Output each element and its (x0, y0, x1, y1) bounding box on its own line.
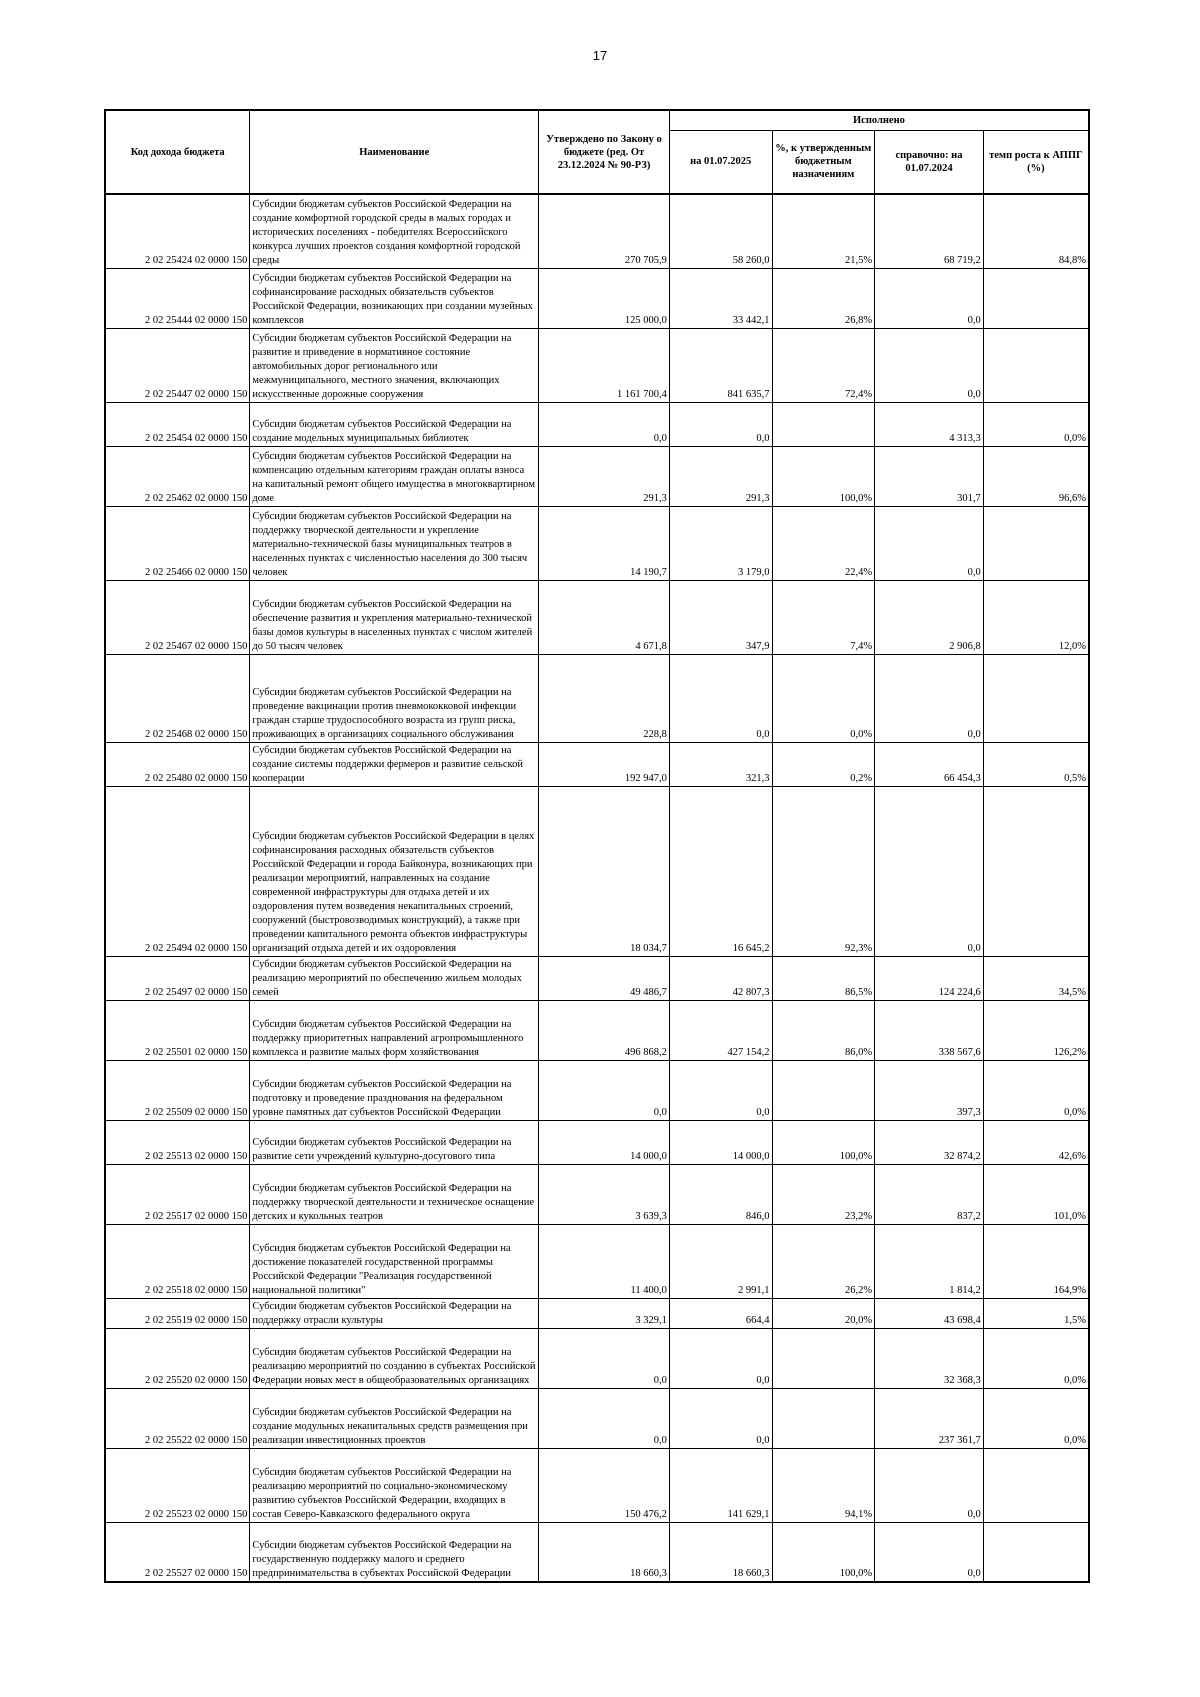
row-code: 2 02 25454 02 0000 150 (105, 402, 250, 446)
header-growth: темп роста к АППГ (%) (983, 130, 1089, 194)
row-executed: 664,4 (669, 1298, 772, 1328)
row-name: Субсидии бюджетам субъектов Российской Федерации на подготовку и проведение празднования на федеральном уровне памятных дат субъектов Российской Федерации (250, 1060, 539, 1120)
row-name: Субсидии бюджетам субъектов Российской Федерации на поддержку творческой деятельности и техническое оснащение детских и кукольных театров (250, 1164, 539, 1224)
row-code: 2 02 25520 02 0000 150 (105, 1328, 250, 1388)
table-row (105, 1224, 1089, 1298)
row-executed: 427 154,2 (669, 1000, 772, 1060)
row-executed: 0,0 (669, 654, 772, 742)
row-growth: 84,8% (983, 194, 1089, 268)
row-reference: 2 906,8 (875, 580, 984, 654)
header-code: Код дохода бюджета (105, 110, 250, 194)
row-reference: 301,7 (875, 446, 984, 506)
header-executed: Исполнено (669, 110, 1089, 130)
row-percent: 0,0% (772, 654, 875, 742)
row-reference: 237 361,7 (875, 1388, 984, 1448)
row-code: 2 02 25509 02 0000 150 (105, 1060, 250, 1120)
row-percent: 20,0% (772, 1298, 875, 1328)
row-percent: 7,4% (772, 580, 875, 654)
row-percent: 100,0% (772, 1120, 875, 1164)
row-approved: 0,0 (539, 1388, 670, 1448)
row-executed: 3 179,0 (669, 506, 772, 580)
row-growth: 42,6% (983, 1120, 1089, 1164)
row-code: 2 02 25424 02 0000 150 (105, 194, 250, 268)
row-reference: 397,3 (875, 1060, 984, 1120)
row-name: Субсидии бюджетам субъектов Российской Федерации на реализацию мероприятий по социально-экономическому развитию субъектов Российской Федерации, входящих в состав Северо-Кавказского федерального округа (250, 1448, 539, 1522)
row-name: Субсидии бюджетам субъектов Российской Федерации на реализацию мероприятий по созданию в субъектах Российской Федерации новых мест в общеобразовательных организациях (250, 1328, 539, 1388)
row-growth (983, 786, 1089, 956)
row-code: 2 02 25523 02 0000 150 (105, 1448, 250, 1522)
page-number: 17 (592, 48, 608, 63)
row-reference: 0,0 (875, 1522, 984, 1582)
row-reference: 32 874,2 (875, 1120, 984, 1164)
row-name: Субсидии бюджетам субъектов Российской Федерации на компенсацию отдельным категориям граждан оплаты взноса на капитальный ремонт общего имущества в многоквартирном доме (250, 446, 539, 506)
header-approved: Утверждено по Закону о бюджете (ред. От 23.12.2024 № 90-РЗ) (539, 110, 670, 194)
row-executed: 33 442,1 (669, 268, 772, 328)
row-approved: 291,3 (539, 446, 670, 506)
row-approved: 192 947,0 (539, 742, 670, 786)
row-percent: 86,5% (772, 956, 875, 1000)
row-approved: 18 034,7 (539, 786, 670, 956)
row-reference: 837,2 (875, 1164, 984, 1224)
row-name: Субсидии бюджетам субъектов Российской Федерации на развитие и приведение в нормативное состояние автомобильных дорог регионального или межмуниципального, местного значения, включающих искусственные дорожные сооружения (250, 328, 539, 402)
row-executed: 846,0 (669, 1164, 772, 1224)
row-growth (983, 1448, 1089, 1522)
table-row (105, 1522, 1089, 1582)
table-row (105, 1120, 1089, 1164)
row-approved: 1 161 700,4 (539, 328, 670, 402)
row-percent: 21,5% (772, 194, 875, 268)
row-growth: 0,5% (983, 742, 1089, 786)
row-approved: 11 400,0 (539, 1224, 670, 1298)
row-growth: 0,0% (983, 1328, 1089, 1388)
row-executed: 0,0 (669, 1060, 772, 1120)
row-reference: 338 567,6 (875, 1000, 984, 1060)
row-percent: 72,4% (772, 328, 875, 402)
table-row (105, 1448, 1089, 1522)
row-code: 2 02 25497 02 0000 150 (105, 956, 250, 1000)
row-percent: 92,3% (772, 786, 875, 956)
row-percent (772, 1328, 875, 1388)
header-name: Наименование (250, 110, 539, 194)
table-row (105, 506, 1089, 580)
row-percent (772, 402, 875, 446)
row-growth: 101,0% (983, 1164, 1089, 1224)
row-code: 2 02 25519 02 0000 150 (105, 1298, 250, 1328)
header-on-date: на 01.07.2025 (669, 130, 772, 194)
row-growth: 164,9% (983, 1224, 1089, 1298)
table-row (105, 194, 1089, 268)
row-executed: 841 635,7 (669, 328, 772, 402)
row-percent: 26,2% (772, 1224, 875, 1298)
row-name: Субсидии бюджетам субъектов Российской Федерации на софинансирование расходных обязательств субъектов Российской Федерации, возникающих при создании музейных комплексов (250, 268, 539, 328)
row-growth (983, 506, 1089, 580)
row-executed: 0,0 (669, 1388, 772, 1448)
row-reference: 66 454,3 (875, 742, 984, 786)
table-row (105, 742, 1089, 786)
row-percent: 100,0% (772, 1522, 875, 1582)
table-row (105, 268, 1089, 328)
row-reference: 1 814,2 (875, 1224, 984, 1298)
row-percent (772, 1388, 875, 1448)
row-code: 2 02 25494 02 0000 150 (105, 786, 250, 956)
row-growth: 0,0% (983, 1388, 1089, 1448)
row-code: 2 02 25513 02 0000 150 (105, 1120, 250, 1164)
row-percent: 23,2% (772, 1164, 875, 1224)
row-reference: 124 224,6 (875, 956, 984, 1000)
row-reference: 68 719,2 (875, 194, 984, 268)
row-growth: 0,0% (983, 402, 1089, 446)
row-name: Субсидии бюджетам субъектов Российской Федерации на создание модельных муниципальных библиотек (250, 402, 539, 446)
row-name: Субсидии бюджетам субъектов Российской Федерации на поддержку творческой деятельности и укрепление материально-технической базы муниципальных театров в населенных пунктах с численностью населения до 300 тысяч человек (250, 506, 539, 580)
table-row (105, 328, 1089, 402)
row-percent: 22,4% (772, 506, 875, 580)
row-growth: 0,0% (983, 1060, 1089, 1120)
row-code: 2 02 25501 02 0000 150 (105, 1000, 250, 1060)
row-approved: 270 705,9 (539, 194, 670, 268)
row-reference: 0,0 (875, 654, 984, 742)
row-reference: 0,0 (875, 1448, 984, 1522)
row-percent: 26,8% (772, 268, 875, 328)
table-row (105, 1000, 1089, 1060)
table-row (105, 1164, 1089, 1224)
row-executed: 0,0 (669, 402, 772, 446)
row-code: 2 02 25462 02 0000 150 (105, 446, 250, 506)
row-approved: 14 190,7 (539, 506, 670, 580)
table-row (105, 580, 1089, 654)
row-approved: 228,8 (539, 654, 670, 742)
row-code: 2 02 25522 02 0000 150 (105, 1388, 250, 1448)
row-growth (983, 328, 1089, 402)
row-executed: 18 660,3 (669, 1522, 772, 1582)
row-reference: 0,0 (875, 328, 984, 402)
table-row (105, 654, 1089, 742)
row-code: 2 02 25527 02 0000 150 (105, 1522, 250, 1582)
table-row (105, 1328, 1089, 1388)
row-executed: 2 991,1 (669, 1224, 772, 1298)
row-executed: 291,3 (669, 446, 772, 506)
row-percent: 0,2% (772, 742, 875, 786)
header-percent: %, к утвержденным бюджетным назначениям (772, 130, 875, 194)
row-approved: 4 671,8 (539, 580, 670, 654)
row-reference: 43 698,4 (875, 1298, 984, 1328)
header-reference: справочно: на 01.07.2024 (875, 130, 984, 194)
table-row (105, 1388, 1089, 1448)
row-approved: 3 329,1 (539, 1298, 670, 1328)
row-name: Субсидии бюджетам субъектов Российской Федерации на развитие сети учреждений культурно-досугового типа (250, 1120, 539, 1164)
row-growth: 96,6% (983, 446, 1089, 506)
row-name: Субсидии бюджетам субъектов Российской Федерации на обеспечение развития и укрепления материально-технической базы домов культуры в населенных пунктах с числом жителей до 50 тысяч человек (250, 580, 539, 654)
row-growth (983, 654, 1089, 742)
row-approved: 0,0 (539, 402, 670, 446)
table-row (105, 1298, 1089, 1328)
row-code: 2 02 25517 02 0000 150 (105, 1164, 250, 1224)
row-approved: 150 476,2 (539, 1448, 670, 1522)
row-approved: 18 660,3 (539, 1522, 670, 1582)
table-row (105, 956, 1089, 1000)
table-header (105, 110, 1089, 194)
row-code: 2 02 25444 02 0000 150 (105, 268, 250, 328)
row-executed: 58 260,0 (669, 194, 772, 268)
row-reference: 4 313,3 (875, 402, 984, 446)
row-approved: 49 486,7 (539, 956, 670, 1000)
row-reference: 0,0 (875, 268, 984, 328)
row-executed: 16 645,2 (669, 786, 772, 956)
row-approved: 125 000,0 (539, 268, 670, 328)
row-name: Субсидии бюджетам субъектов Российской Федерации на поддержку отрасли культуры (250, 1298, 539, 1328)
row-approved: 0,0 (539, 1328, 670, 1388)
row-growth: 1,5% (983, 1298, 1089, 1328)
row-executed: 42 807,3 (669, 956, 772, 1000)
row-executed: 141 629,1 (669, 1448, 772, 1522)
row-name: Субсидии бюджетам субъектов Российской Федерации в целях софинансирования расходных обязательств субъектов Российской Федерации и города Байконура, возникающих при реализации мероприятий, направленных на создание современной инфраструктуры для отдыха детей и их оздоровления путем возведения некапитальных строений, сооружений (быстровозводимых конструкций), а также при проведении капитального ремонта объектов инфраструктуры организаций отдыха детей и их оздоровления (250, 786, 539, 956)
row-growth: 12,0% (983, 580, 1089, 654)
row-name: Субсидии бюджетам субъектов Российской Федерации на создание системы поддержки фермеров и развитие сельской кооперации (250, 742, 539, 786)
row-name: Субсидии бюджетам субъектов Российской Федерации на проведение вакцинации против пневмококковой инфекции граждан старше трудоспособного возраста из групп риска, проживающих в организациях социального обслуживания (250, 654, 539, 742)
row-code: 2 02 25447 02 0000 150 (105, 328, 250, 402)
row-code: 2 02 25480 02 0000 150 (105, 742, 250, 786)
row-growth (983, 1522, 1089, 1582)
row-percent: 94,1% (772, 1448, 875, 1522)
row-executed: 14 000,0 (669, 1120, 772, 1164)
row-reference: 0,0 (875, 506, 984, 580)
row-code: 2 02 25518 02 0000 150 (105, 1224, 250, 1298)
row-percent: 100,0% (772, 446, 875, 506)
row-reference: 0,0 (875, 786, 984, 956)
row-name: Субсидии бюджетам субъектов Российской Федерации на создание модульных некапитальных средств размещения при реализации инвестиционных проектов (250, 1388, 539, 1448)
row-code: 2 02 25466 02 0000 150 (105, 506, 250, 580)
table-row (105, 1060, 1089, 1120)
row-executed: 321,3 (669, 742, 772, 786)
table-body (105, 194, 1089, 1582)
row-name: Субсидии бюджетам субъектов Российской Федерации на поддержку приоритетных направлений агропромышленного комплекса и развитие малых форм хозяйствования (250, 1000, 539, 1060)
row-approved: 0,0 (539, 1060, 670, 1120)
row-approved: 496 868,2 (539, 1000, 670, 1060)
row-growth: 126,2% (983, 1000, 1089, 1060)
row-name: Субсидия бюджетам субъектов Российской Федерации на достижение показателей государственной программы Российской Федерации "Реализация государственной национальной политики" (250, 1224, 539, 1298)
table-row (105, 402, 1089, 446)
row-name: Субсидии бюджетам субъектов Российской Федерации на государственную поддержку малого и среднего предпринимательства в субъектах Российской Федерации (250, 1522, 539, 1582)
row-reference: 32 368,3 (875, 1328, 984, 1388)
row-percent (772, 1060, 875, 1120)
row-growth (983, 268, 1089, 328)
row-name: Субсидии бюджетам субъектов Российской Федерации на реализацию мероприятий по обеспечению жильем молодых семей (250, 956, 539, 1000)
table-row (105, 786, 1089, 956)
table-row (105, 446, 1089, 506)
row-code: 2 02 25467 02 0000 150 (105, 580, 250, 654)
row-percent: 86,0% (772, 1000, 875, 1060)
row-code: 2 02 25468 02 0000 150 (105, 654, 250, 742)
row-approved: 3 639,3 (539, 1164, 670, 1224)
row-executed: 347,9 (669, 580, 772, 654)
row-executed: 0,0 (669, 1328, 772, 1388)
budget-execution-table (104, 109, 1090, 1583)
row-growth: 34,5% (983, 956, 1089, 1000)
row-approved: 14 000,0 (539, 1120, 670, 1164)
row-name: Субсидии бюджетам субъектов Российской Федерации на создание комфортной городской среды в малых городах и исторических поселениях - победителях Всероссийского конкурса лучших проектов создания комфортной городской среды (250, 194, 539, 268)
